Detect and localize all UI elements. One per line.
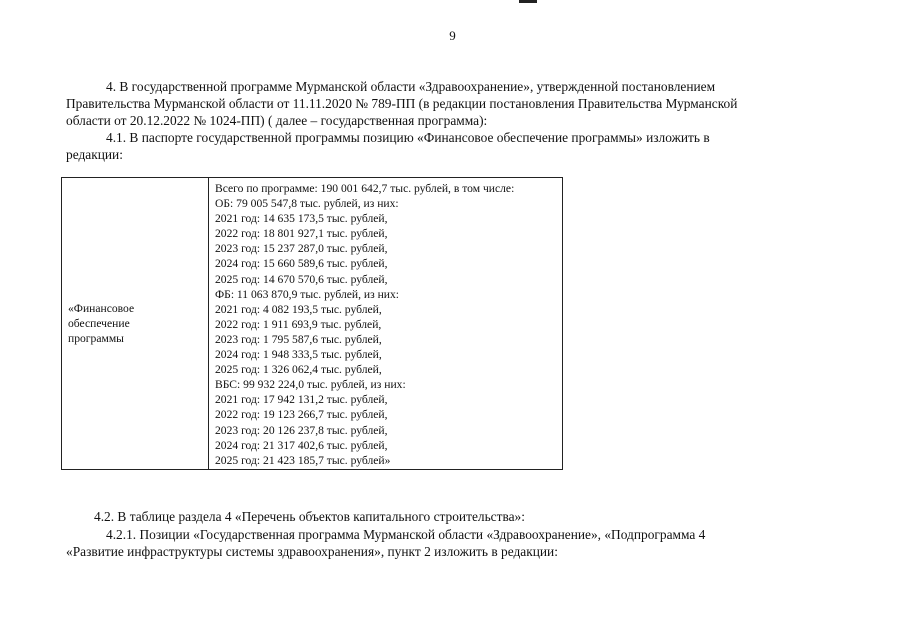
value-line: 2021 год: 17 942 131,2 тыс. рублей, bbox=[215, 393, 388, 407]
value-line: 2023 год: 15 237 287,0 тыс. рублей, bbox=[215, 242, 388, 256]
value-line: 2023 год: 1 795 587,6 тыс. рублей, bbox=[215, 332, 382, 346]
value-line: 2022 год: 1 911 693,9 тыс. рублей, bbox=[215, 317, 382, 331]
label-line: «Финансовое bbox=[68, 301, 135, 315]
paragraph-4-2-1 bbox=[66, 526, 846, 560]
financing-label-cell bbox=[62, 178, 209, 470]
value-line: 2025 год: 14 670 570,6 тыс. рублей, bbox=[215, 272, 388, 286]
paragraph-4-line-1: 4. В государственной программе Мурманской области «Здравоохранение», утвержденной постановлением bbox=[106, 79, 716, 94]
paragraph-4-2-line: 4.2. В таблице раздела 4 «Перечень объектов капитального строительства»: bbox=[94, 509, 525, 524]
paragraph-4-2-1-line-2: «Развитие инфраструктуры системы здравоохранения», пункт 2 изложить в редакции: bbox=[66, 544, 558, 559]
value-line: 2025 год: 1 326 062,4 тыс. рублей, bbox=[215, 363, 382, 377]
value-line: 2021 год: 14 635 173,5 тыс. рублей, bbox=[215, 212, 388, 226]
value-line: 2021 год: 4 082 193,5 тыс. рублей, bbox=[215, 302, 382, 316]
paragraph-4-2 bbox=[66, 508, 846, 525]
value-line: ФБ: 11 063 870,9 тыс. рублей, из них: bbox=[215, 287, 400, 301]
top-mark bbox=[519, 0, 537, 3]
value-line: 2025 год: 21 423 185,7 тыс. рублей» bbox=[215, 453, 391, 467]
financing-table bbox=[61, 177, 563, 470]
financing-values-cell bbox=[209, 178, 563, 470]
paragraph-4-1 bbox=[66, 129, 846, 163]
value-line: Всего по программе: 190 001 642,7 тыс. рублей, в том числе: bbox=[215, 182, 515, 195]
paragraph-4 bbox=[66, 78, 846, 129]
paragraph-4-2-1-line-1: 4.2.1. Позиции «Государственная программа Мурманской области «Здравоохранение», «Подпрограмма 4 bbox=[106, 527, 706, 542]
label-line: обеспечение bbox=[68, 316, 130, 330]
page-number: 9 bbox=[449, 28, 456, 43]
paragraph-4-line-3: области от 20.12.2022 № 1024-ПП) ( далее – государственная программа): bbox=[66, 113, 488, 128]
value-line: ОБ: 79 005 547,8 тыс. рублей, из них: bbox=[215, 197, 399, 211]
value-line: 2022 год: 19 123 266,7 тыс. рублей, bbox=[215, 408, 388, 422]
paragraph-4-1-line-2: редакции: bbox=[66, 147, 123, 162]
value-line: 2023 год: 20 126 237,8 тыс. рублей, bbox=[215, 423, 388, 437]
paragraph-4-line-2: Правительства Мурманской области от 11.11.2020 № 789-ПП (в редакции постановления Правительства Мурманской bbox=[66, 96, 738, 111]
value-line: 2024 год: 15 660 589,6 тыс. рублей, bbox=[215, 257, 388, 271]
value-line: 2024 год: 1 948 333,5 тыс. рублей, bbox=[215, 348, 382, 362]
value-line: 2022 год: 18 801 927,1 тыс. рублей, bbox=[215, 227, 388, 241]
value-line: ВБС: 99 932 224,0 тыс. рублей, из них: bbox=[215, 378, 406, 392]
paragraph-4-1-line-1: 4.1. В паспорте государственной программы позицию «Финансовое обеспечение программы» изложить в bbox=[106, 130, 710, 145]
label-line: программы bbox=[68, 332, 124, 346]
value-line: 2024 год: 21 317 402,6 тыс. рублей, bbox=[215, 438, 388, 452]
